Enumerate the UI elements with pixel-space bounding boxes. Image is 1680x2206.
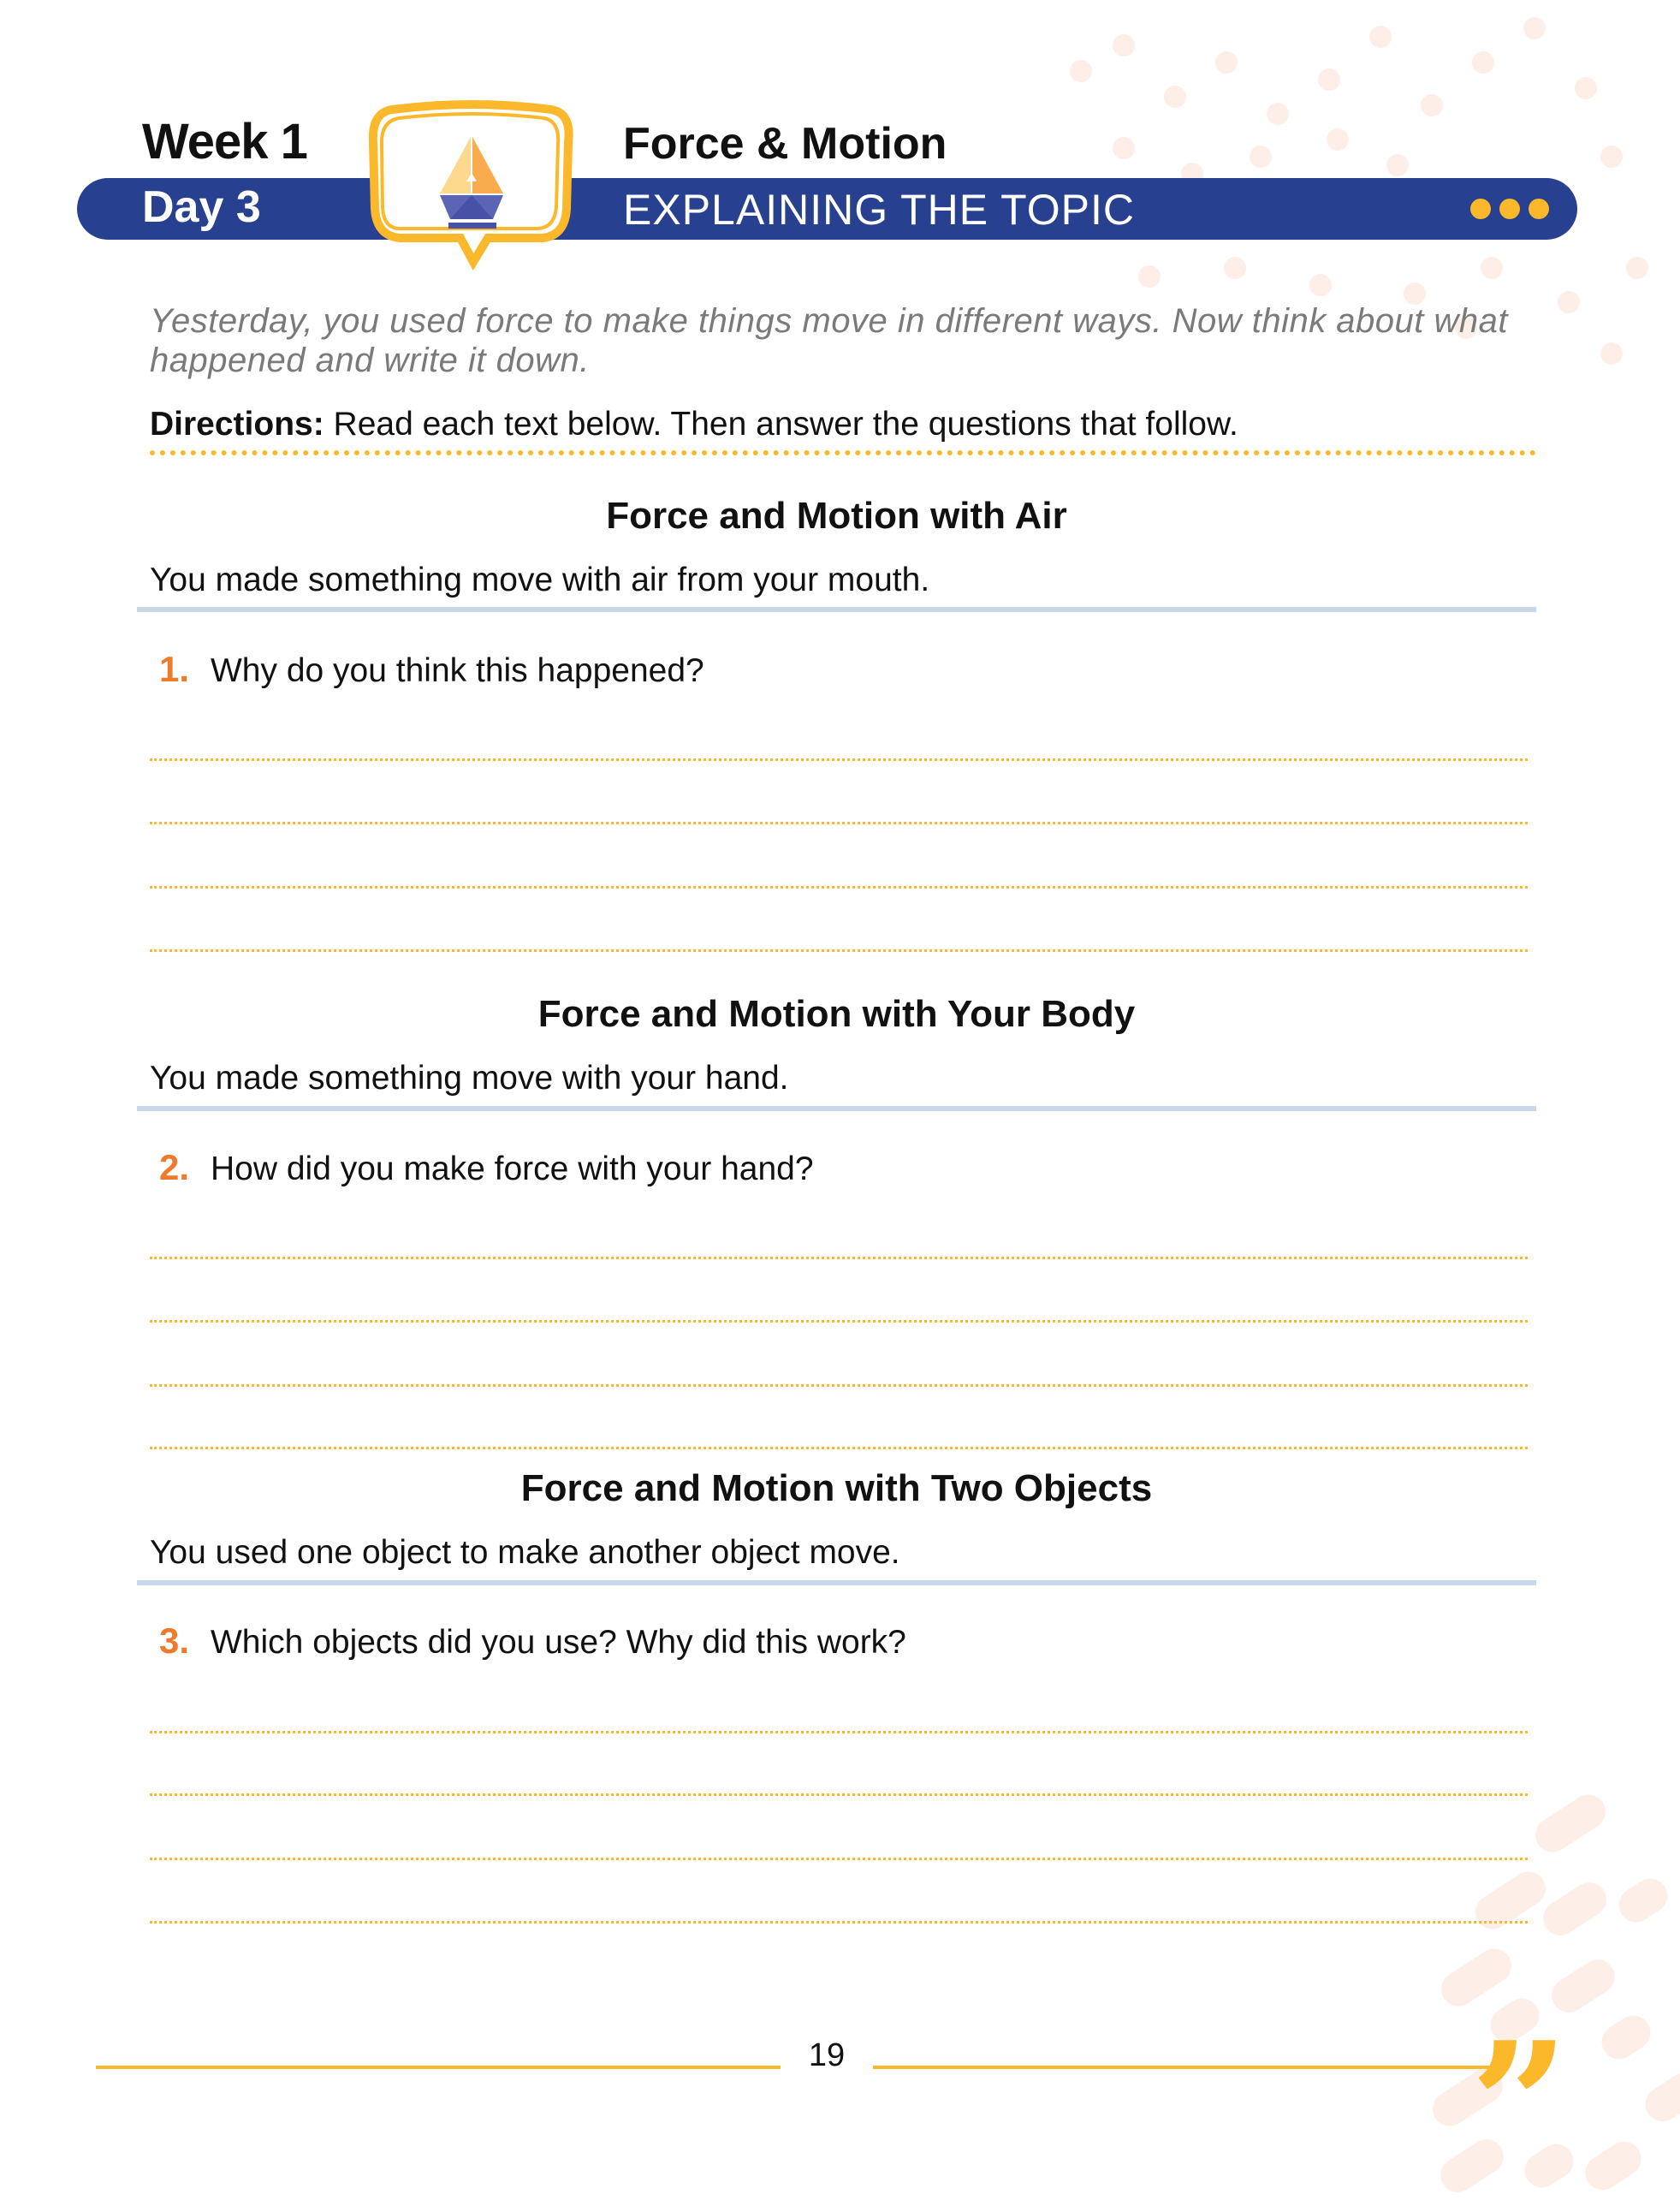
- dotted-divider: [150, 450, 1536, 455]
- answer-line[interactable]: [150, 886, 1528, 889]
- directions-text: Read each text below. Then answer the questions that follow.: [324, 406, 1238, 443]
- directions: [150, 406, 1238, 443]
- question-number: 3.: [159, 1620, 190, 1661]
- section-heading: Force and Motion with Air: [606, 495, 1067, 537]
- section-body: You made something move with air from your mouth.: [150, 562, 930, 598]
- answer-line[interactable]: [150, 1320, 1528, 1323]
- intro-text: Yesterday, you used force to make things move in different ways. Now think about what happened and write it down.: [150, 302, 1509, 379]
- answer-line[interactable]: [150, 1858, 1528, 1860]
- closing-quote-icon: ”: [1470, 2005, 1570, 2206]
- topic-subtitle: EXPLAINING THE TOPIC: [623, 186, 1135, 234]
- answer-line[interactable]: [150, 1257, 1528, 1259]
- section-heading: Force and Motion with Two Objects: [520, 1467, 1153, 1509]
- pen-nib-speech-bubble-icon: [366, 99, 577, 271]
- directions-label: Directions:: [150, 406, 324, 443]
- answer-line[interactable]: [150, 1384, 1528, 1387]
- question: [159, 1620, 906, 1662]
- answer-line[interactable]: [150, 949, 1528, 952]
- answer-line[interactable]: [150, 822, 1528, 824]
- section-heading: Force and Motion with Your Body: [537, 993, 1136, 1035]
- question-text: Why do you think this happened?: [211, 652, 704, 689]
- question-number: 1.: [159, 649, 190, 689]
- day-label: Day 3: [142, 182, 261, 232]
- question-number: 2.: [159, 1147, 190, 1187]
- footer-line-left: [96, 2066, 781, 2069]
- answer-line[interactable]: [150, 1921, 1528, 1924]
- section-body: You made something move with your hand.: [150, 1060, 789, 1097]
- answer-line[interactable]: [150, 1731, 1528, 1733]
- section-body: You used one object to make another object move.: [150, 1534, 900, 1571]
- week-label: Week 1: [142, 114, 307, 169]
- section-rule: [137, 1580, 1536, 1585]
- footer-line-right: [873, 2066, 1489, 2069]
- answer-line[interactable]: [150, 758, 1528, 761]
- three-dots-icon: [1470, 199, 1549, 219]
- section-rule: [137, 607, 1536, 612]
- question: [159, 1147, 814, 1188]
- question-text: Which objects did you use? Why did this work?: [211, 1624, 906, 1661]
- answer-line[interactable]: [150, 1793, 1528, 1796]
- section-rule: [137, 1106, 1536, 1111]
- answer-line[interactable]: [150, 1447, 1528, 1449]
- question-text: How did you make force with your hand?: [211, 1151, 814, 1187]
- topic-title: Force & Motion: [623, 119, 947, 169]
- page-number: 19: [808, 2037, 846, 2073]
- question: [159, 649, 704, 690]
